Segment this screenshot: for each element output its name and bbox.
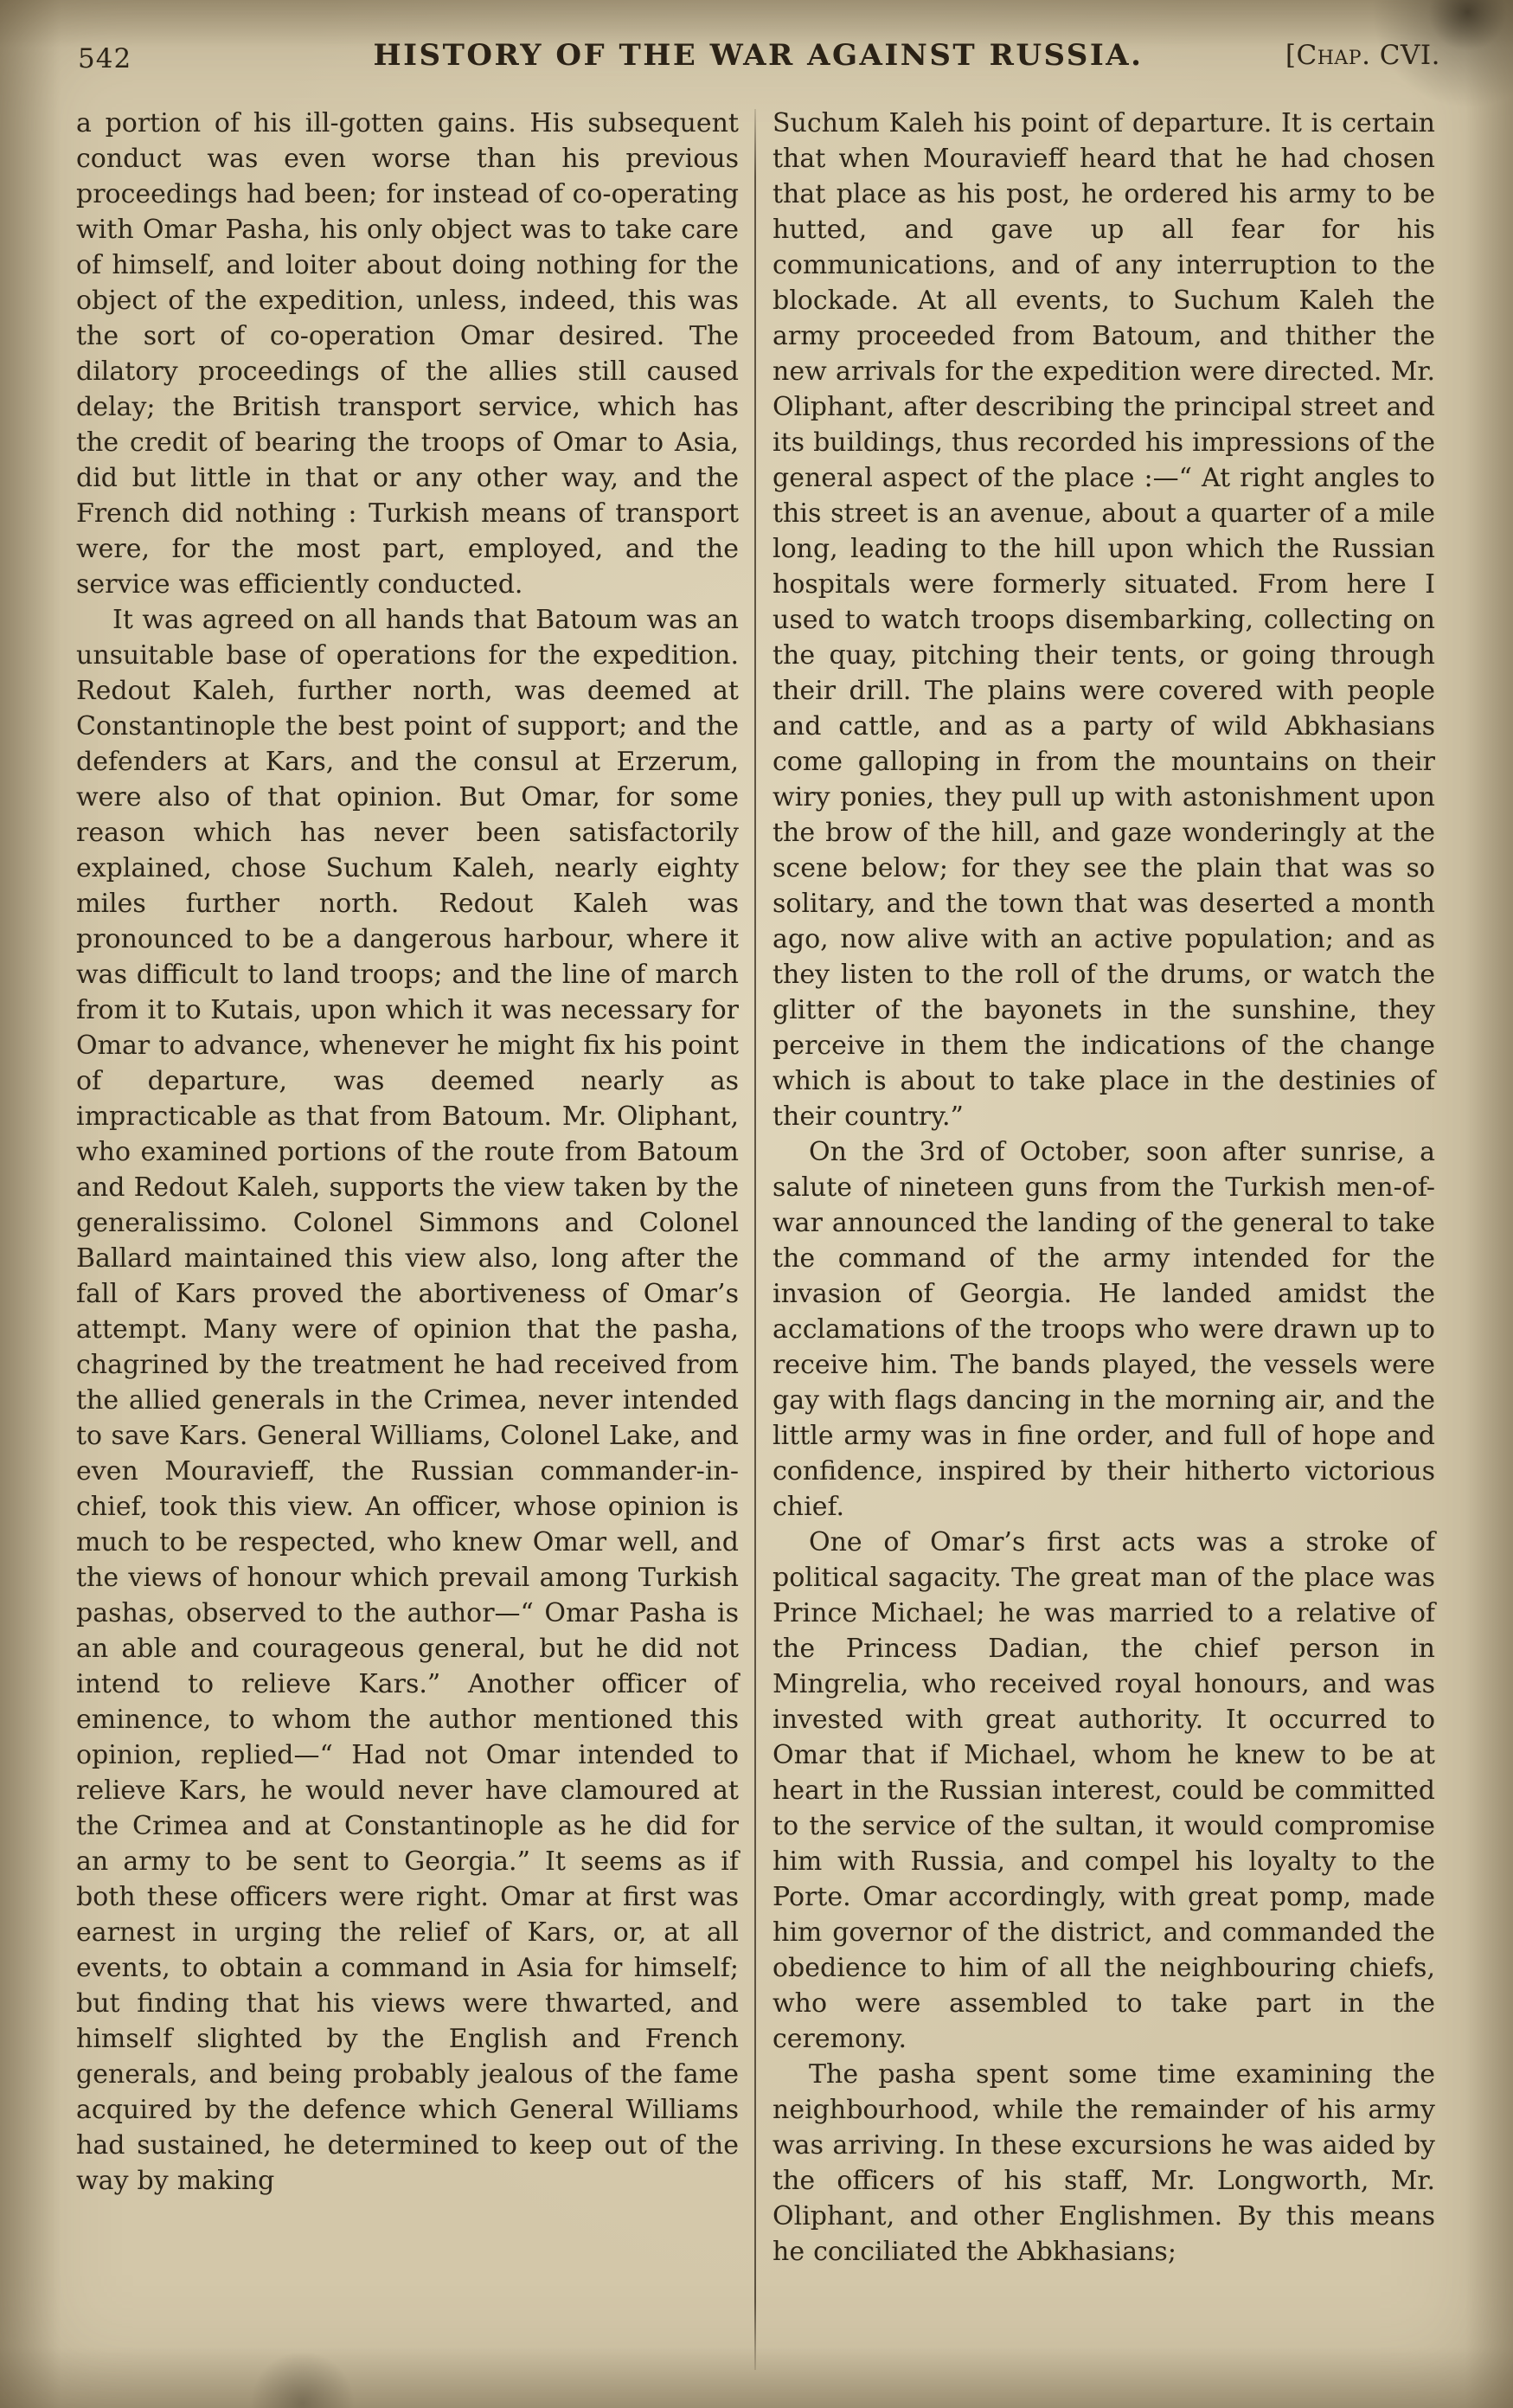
left-column — [76, 106, 739, 2392]
paragraph: It was agreed on all hands that Batoum was an unsuitable base of operations for the expedition. Redout Kaleh, further north, was deemed at Constantinople the best point of support; and the defenders at Kars, and the consul at Erzerum, were also of that opinion. But Omar, for some reason which has never been satisfactorily explained, chose Suchum Kaleh, nearly eighty miles further north. Redout Kaleh was pronounced to be a dangerous harbour, where it was difficult to land troops; and the line of march from it to Kutais, upon which it was necessary for Omar to advance, whenever he might fix his point of departure, was deemed nearly as impracticable as that from Batoum. Mr. Oliphant, who examined portions of the route from Batoum and Redout Kaleh, supports the view taken by the generalissimo. Colonel Simmons and Colonel Ballard maintained this view also, long after the fall of Kars proved the abortiveness of Omar’s attempt. Many were of opinion that the pasha, chagrined by the treatment he had received from the allied generals in the Crimea, never intended to save Kars. General Williams, Colonel Lake, and even Mouravieff, the Russian commander-in-chief, took this view. An officer, whose opinion is much to be respected, who knew Omar well, and the views of honour which prevail among Turkish pashas, observed to the author—“ Omar Pasha is an able and courageous general, but he did not intend to relieve Kars.” Another officer of eminence, to whom the author mentioned this opinion, replied—“ Had not Omar intended to relieve Kars, he would never have clamoured at the Crimea and at Constantinople as he did for an army to be sent to Georgia.” It seems as if both these officers were right. Omar at first was earnest in urging the relief of Kars, or, at all events, to obtain a command in Asia for himself; but finding that his views were thwarted, and himself slighted by the English and French generals, and being probably jealous of the fame acquired by the defence which General Williams had sustained, he determined to keep out of the way by making — [76, 605, 739, 2196]
page-number: 542 — [78, 43, 132, 74]
paragraph: Suchum Kaleh his point of departure. It is certain that when Mouravieff heard that he had chosen that place as his post, he ordered his army to be hutted, and gave up all fear for his communications, and of any interruption to the blockade. At all events, to Suchum Kaleh the army proceeded from Batoum, and thither the new arrivals for the expedition were directed. Mr. Oliphant, after describing the principal street and its buildings, thus recorded his impressions of the general aspect of the place :—“ At right angles to this street is an avenue, about a quarter of a mile long, leading to the hill upon which the Russian hospitals were formerly situated. From here I used to watch troops disembarking, collecting on the quay, pitching their tents, or going through their drill. The plains were covered with people and cattle, and as a party of wild Abkhasians come galloping in from the mountains on their wiry ponies, they pull up with astonishment upon the brow of the hill, and gaze wonderingly at the scene below; for they see the plain that was so solitary, and the town that was deserted a month ago, now alive with an active population; and as they listen to the roll of the drums, or watch the glitter of the bayonets in the sunshine, they perceive in them the indications of the change which is about to take place in the destinies of their country.” — [773, 108, 1435, 1132]
paragraph: One of Omar’s first acts was a stroke of political sagacity. The great man of the place was Prince Michael; he was married to a relative of the Princess Dadian, the chief person in Mingrelia, who received royal honours, and was invested with great authority. It occurred to Omar that if Michael, whom he knew to be at heart in the Russian interest, could be committed to the service of the sultan, it would compromise him with Russia, and compel his loyalty to the Porte. Omar accordingly, with great pomp, made him governor of the district, and commanded the obedience to him of all the neighbouring chiefs, who were assembled to take part in the ceremony. — [773, 1527, 1435, 2054]
paragraph: a portion of his ill-gotten gains. His subsequent conduct was even worse than his previous proceedings had been; for instead of co-operating with Omar Pasha, his only object was to take care of himself, and loiter about doing nothing for the object of the expedition, unless, indeed, this was the sort of co-operation Omar desired. The dilatory proceedings of the allies still caused delay; the British transport service, which has the credit of bearing the troops of Omar to Asia, did but little in that or any other way, and the French did nothing : Turkish means of transport were, for the most part, employed, and the service was efficiently conducted. — [76, 108, 739, 600]
page-header — [76, 36, 1440, 88]
right-column — [773, 106, 1435, 2392]
paragraph: The pasha spent some time examining the neighbourhood, while the remainder of his army was arriving. In these excursions he was aided by the officers of his staff, Mr. Longworth, Mr. Oliphant, and other Englishmen. By this means he conciliated the Abkhasians; — [773, 2059, 1435, 2267]
paragraph: On the 3rd of October, soon after sunrise, a salute of nineteen guns from the Turkish men-of-war announced the landing of the general to take the command of the army intended for the invasion of Georgia. He landed amidst the acclamations of the troops who were drawn up to receive him. The bands played, the vessels were gay with flags dancing in the morning air, and the little army was in fine order, and full of hope and confidence, inspired by their hitherto victorious chief. — [773, 1137, 1435, 1522]
column-divider — [754, 109, 756, 2370]
running-title: HISTORY OF THE WAR AGAINST RUSSIA. — [373, 38, 1144, 73]
chapter-label: [Chap. CVI. — [1285, 40, 1440, 71]
text-columns — [76, 106, 1442, 2392]
